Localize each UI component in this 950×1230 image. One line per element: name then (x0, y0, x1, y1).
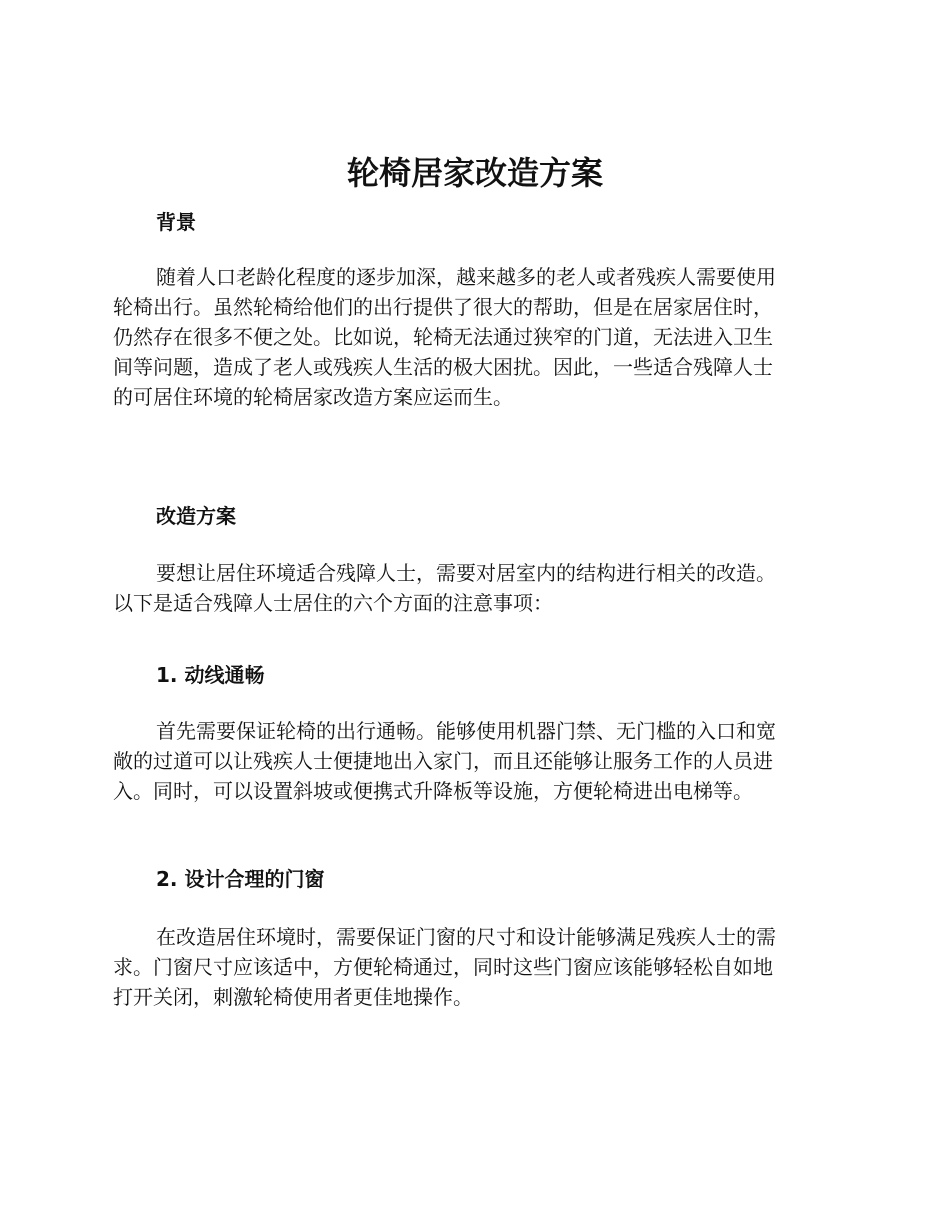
paragraph-line: 随着人口老龄化程度的逐步加深，越来越多的老人或者残疾人需要使用 (156, 265, 776, 289)
section-heading-circulation: 1. 动线通畅 (156, 663, 265, 687)
paragraph-line: 要想让居住环境适合残障人士，需要对居室内的结构进行相关的改造。 (156, 561, 776, 585)
section-paragraph-doors-windows (113, 922, 837, 1012)
section-paragraph-circulation (113, 716, 837, 806)
section-heading-doors-windows: 2. 设计合理的门窗 (156, 867, 325, 891)
paragraph-line: 敞的过道可以让残疾人士便捷地出入家门，而且还能够让服务工作的人员进 (113, 749, 773, 773)
paragraph-line: 轮椅出行。虽然轮椅给他们的出行提供了很大的帮助，但是在居家居住时， (113, 295, 773, 319)
section-paragraph-plan (113, 558, 837, 618)
paragraph-line: 首先需要保证轮椅的出行通畅。能够使用机器门禁、无门槛的入口和宽 (156, 719, 776, 743)
section-heading-background: 背景 (156, 210, 196, 234)
document-title: 轮椅居家改造方案 (346, 154, 603, 192)
section-heading-plan: 改造方案 (156, 504, 236, 528)
paragraph-line: 间等问题，造成了老人或残疾人生活的极大困扰。因此，一些适合残障人士 (113, 355, 773, 379)
section-paragraph-background (113, 262, 837, 412)
paragraph-line: 以下是适合残障人士居住的六个方面的注意事项： (113, 591, 553, 615)
paragraph-line: 入。同时，可以设置斜坡或便携式升降板等设施，方便轮椅进出电梯等。 (113, 779, 753, 803)
paragraph-line: 的可居住环境的轮椅居家改造方案应运而生。 (113, 385, 513, 409)
paragraph-line: 在改造居住环境时，需要保证门窗的尺寸和设计能够满足残疾人士的需 (156, 925, 776, 949)
paragraph-line: 打开关闭，刺激轮椅使用者更佳地操作。 (113, 985, 473, 1009)
paragraph-line: 仍然存在很多不便之处。比如说，轮椅无法通过狭窄的门道，无法进入卫生 (113, 325, 773, 349)
paragraph-line: 求。门窗尺寸应该适中，方便轮椅通过，同时这些门窗应该能够轻松自如地 (113, 955, 773, 979)
